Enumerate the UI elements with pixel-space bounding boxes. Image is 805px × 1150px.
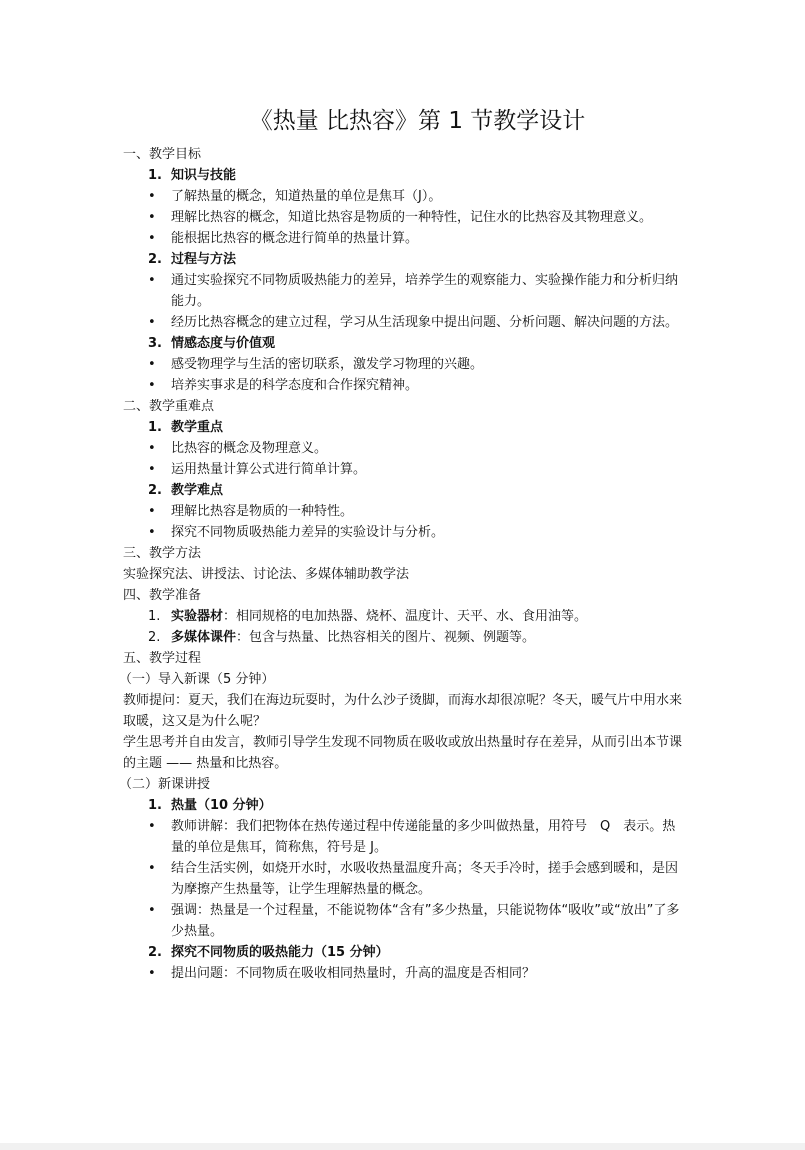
subheading-text: 教学重点 xyxy=(171,420,224,435)
bullet-item xyxy=(123,816,688,858)
bullet-item xyxy=(123,375,688,396)
item-number: 1. xyxy=(148,168,162,183)
bullet-icon: • xyxy=(148,231,156,246)
bullet-text: 运用热量计算公式进行简单计算。 xyxy=(171,462,367,477)
item-number: 2. xyxy=(148,252,162,267)
bullet-item xyxy=(123,900,688,942)
bullet-text: 通过实验探究不同物质吸热能力的差异，培养学生的观察能力、实验操作能力和分析归纳能力。 xyxy=(171,273,679,309)
bullet-icon: • xyxy=(148,189,156,204)
numbered-subheading xyxy=(123,795,688,816)
subheading-text: 知识与技能 xyxy=(171,168,237,183)
item-number: 1. xyxy=(148,798,162,813)
item-text: ：相同规格的电加热器、烧杯、温度计、天平、水、食用油等。 xyxy=(223,609,588,624)
paragraph: 实验探究法、讲授法、讨论法、多媒体辅助教学法 xyxy=(123,567,410,582)
section-heading: 三、教学方法 xyxy=(123,546,202,561)
bullet-item xyxy=(123,354,688,375)
bullet-icon: • xyxy=(148,504,156,519)
sub-section-heading: （一）导入新课（5 分钟） xyxy=(119,672,275,687)
bullet-text: 教师讲解：我们把物体在热传递过程中传递能量的多少叫做热量，用符号 Q 表示。热量的单位是焦耳，简称焦，符号是 J。 xyxy=(171,819,676,855)
bullet-item xyxy=(123,207,688,228)
bullet-text: 了解热量的概念，知道热量的单位是焦耳（J）。 xyxy=(171,189,442,204)
section-heading: 二、教学重难点 xyxy=(123,399,215,414)
bullet-item xyxy=(123,270,688,312)
numbered-subheading xyxy=(123,333,688,354)
bullet-text: 能根据比热容的概念进行简单的热量计算。 xyxy=(171,231,419,246)
bullet-icon: • xyxy=(148,357,156,372)
bullet-text: 培养实事求是的科学态度和合作探究精神。 xyxy=(171,378,419,393)
numbered-item xyxy=(123,627,688,648)
item-number: 1. xyxy=(148,609,161,624)
section-heading: 四、教学准备 xyxy=(123,588,202,603)
bullet-item xyxy=(123,963,688,984)
document-title: 《热量 比热容》第 1 节教学设计 xyxy=(249,108,586,134)
numbered-subheading xyxy=(123,165,688,186)
bullet-item xyxy=(123,522,688,543)
item-keyword: 实验器材 xyxy=(171,609,224,624)
bullet-item xyxy=(123,228,688,249)
numbered-item xyxy=(123,606,688,627)
item-text: ：包含与热量、比热容相关的图片、视频、例题等。 xyxy=(236,630,536,645)
bullet-icon: • xyxy=(148,315,156,330)
sub-section-heading: （二）新课讲授 xyxy=(119,777,211,792)
subheading-text: 教学难点 xyxy=(171,483,224,498)
bullet-text: 理解比热容是物质的一种特性。 xyxy=(171,504,354,519)
numbered-subheading xyxy=(123,942,688,963)
bullet-item xyxy=(123,501,688,522)
subheading-text: 热量（10 分钟） xyxy=(171,798,272,813)
bullet-text: 结合生活实例，如烧开水时，水吸收热量温度升高；冬天手冷时，搓手会感到暖和，是因为摩擦产生热量等，让学生理解热量的概念。 xyxy=(171,861,679,897)
subheading-text: 探究不同物质的吸热能力（15 分钟） xyxy=(171,945,389,960)
item-keyword: 多媒体课件 xyxy=(171,630,237,645)
item-number: 2. xyxy=(148,945,162,960)
paragraph: 学生思考并自由发言，教师引导学生发现不同物质在吸收或放出热量时存在差异，从而引出本节课的主题 —— 热量和比热容。 xyxy=(123,735,683,771)
item-number: 3. xyxy=(148,336,162,351)
item-number: 2. xyxy=(148,483,162,498)
paragraph: 教师提问：夏天，我们在海边玩耍时，为什么沙子烫脚，而海水却很凉呢？冬天，暖气片中用水来取暖，这又是为什么呢？ xyxy=(123,693,683,729)
bullet-icon: • xyxy=(148,441,156,456)
subheading-text: 情感态度与价值观 xyxy=(171,336,276,351)
bullet-icon: • xyxy=(148,819,156,834)
bullet-text: 提出问题：不同物质在吸收相同热量时，升高的温度是否相同？ xyxy=(171,966,536,981)
bullet-icon: • xyxy=(148,966,156,981)
bullet-icon: • xyxy=(148,903,156,918)
section-heading: 一、教学目标 xyxy=(123,147,202,162)
bullet-text: 探究不同物质吸热能力差异的实验设计与分析。 xyxy=(171,525,445,540)
bullet-item xyxy=(123,459,688,480)
bullet-text: 比热容的概念及物理意义。 xyxy=(171,441,328,456)
bullet-item xyxy=(123,312,688,333)
bullet-text: 强调：热量是一个过程量，不能说物体“含有”多少热量，只能说物体“吸收”或“放出”了多少热量。 xyxy=(171,903,680,939)
bullet-item xyxy=(123,438,688,459)
bullet-icon: • xyxy=(148,462,156,477)
item-number: 2. xyxy=(148,630,161,645)
bullet-text: 经历比热容概念的建立过程，学习从生活现象中提出问题、分析问题、解决问题的方法。 xyxy=(171,315,679,330)
subheading-text: 过程与方法 xyxy=(171,252,237,267)
bullet-text: 感受物理学与生活的密切联系，激发学习物理的兴趣。 xyxy=(171,357,484,372)
bullet-item xyxy=(123,858,688,900)
numbered-subheading xyxy=(123,480,688,501)
bullet-icon: • xyxy=(148,210,156,225)
bullet-icon: • xyxy=(148,378,156,393)
section-heading: 五、教学过程 xyxy=(123,651,202,666)
numbered-subheading xyxy=(123,249,688,270)
item-number: 1. xyxy=(148,420,162,435)
bullet-icon: • xyxy=(148,525,156,540)
bullet-item xyxy=(123,186,688,207)
bullet-icon: • xyxy=(148,273,156,288)
document-content xyxy=(119,104,688,984)
bullet-icon: • xyxy=(148,861,156,876)
bullet-text: 理解比热容的概念，知道比热容是物质的一种特性，记住水的比热容及其物理意义。 xyxy=(171,210,653,225)
numbered-subheading xyxy=(123,417,688,438)
